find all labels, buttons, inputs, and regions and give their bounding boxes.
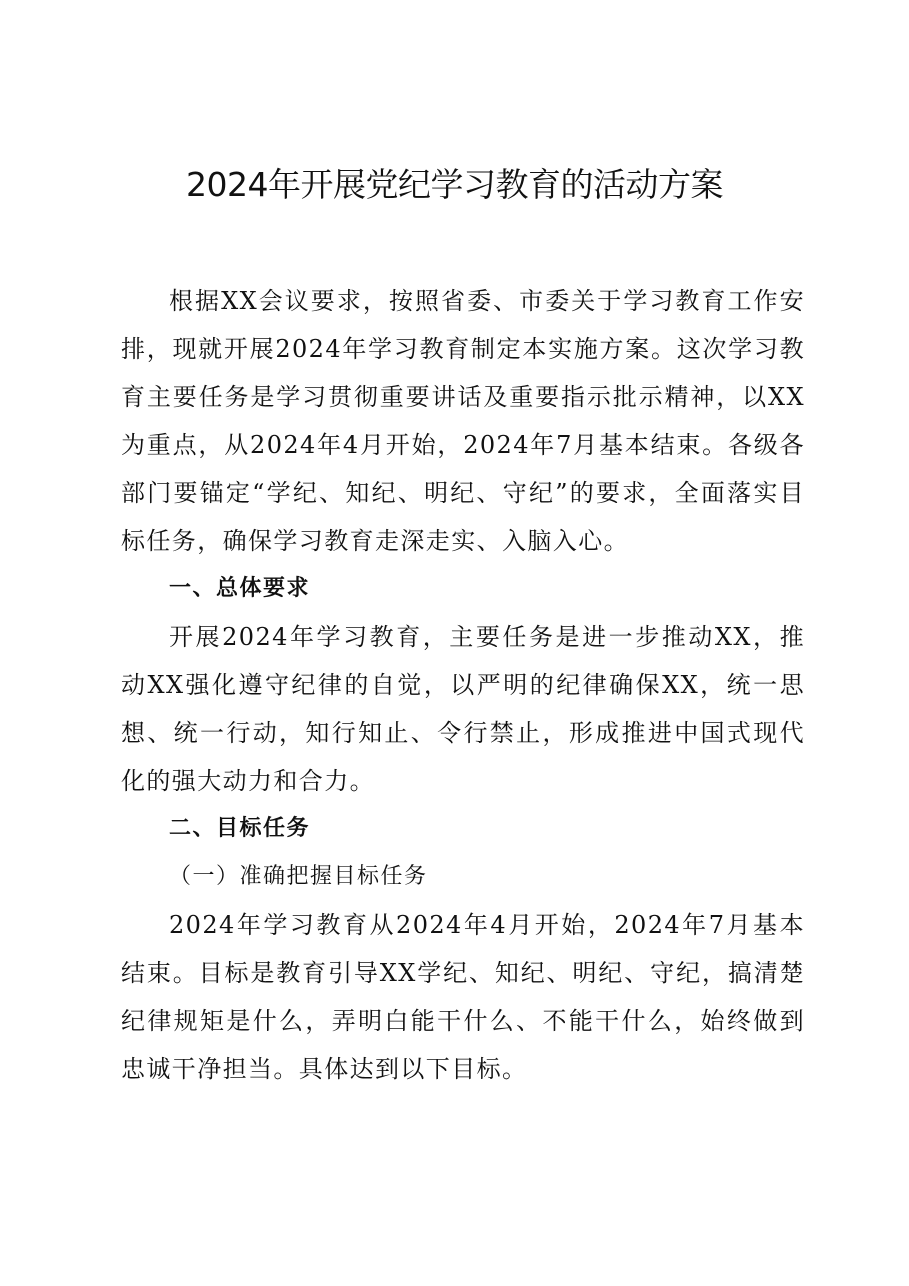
section-heading-general-requirements: 一、总体要求 — [169, 576, 311, 601]
section-heading-target-tasks: 二、目标任务 — [169, 816, 311, 841]
general-requirements-paragraph: 开展2024年学习教育，主要任务是进一步推动XX，推动XX强化遵守纪律的自觉，以严明的纪律确保XX，统一思想、统一行动，知行知止、令行禁止，形成推进中国式现代化的强大动力和合力。 — [121, 623, 805, 795]
intro-paragraph: 根据XX会议要求，按照省委、市委关于学习教育工作安排，现就开展2024年学习教育制定本实施方案。这次学习教育主要任务是学习贯彻重要讲话及重要指示批示精神，以XX为重点，从2024年4月开始，2024年7月基本结束。各级各部门要锚定“学纪、知纪、明纪、守纪”的要求，全面落实目标任务，确保学习教育走深走实、入脑入心。 — [121, 287, 805, 555]
document-title: 2024年开展党纪学习教育的活动方案 — [186, 165, 723, 204]
target-tasks-paragraph: 2024年学习教育从2024年4月开始，2024年7月基本结束。目标是教育引导XX学纪、知纪、明纪、守纪，搞清楚纪律规矩是什么，弄明白能干什么、不能干什么，始终做到忠诚干净担当。具体达到以下目标。 — [121, 911, 805, 1083]
document-body — [121, 277, 805, 1093]
subsection-heading-grasp-tasks: （一）准确把握目标任务 — [169, 864, 428, 889]
